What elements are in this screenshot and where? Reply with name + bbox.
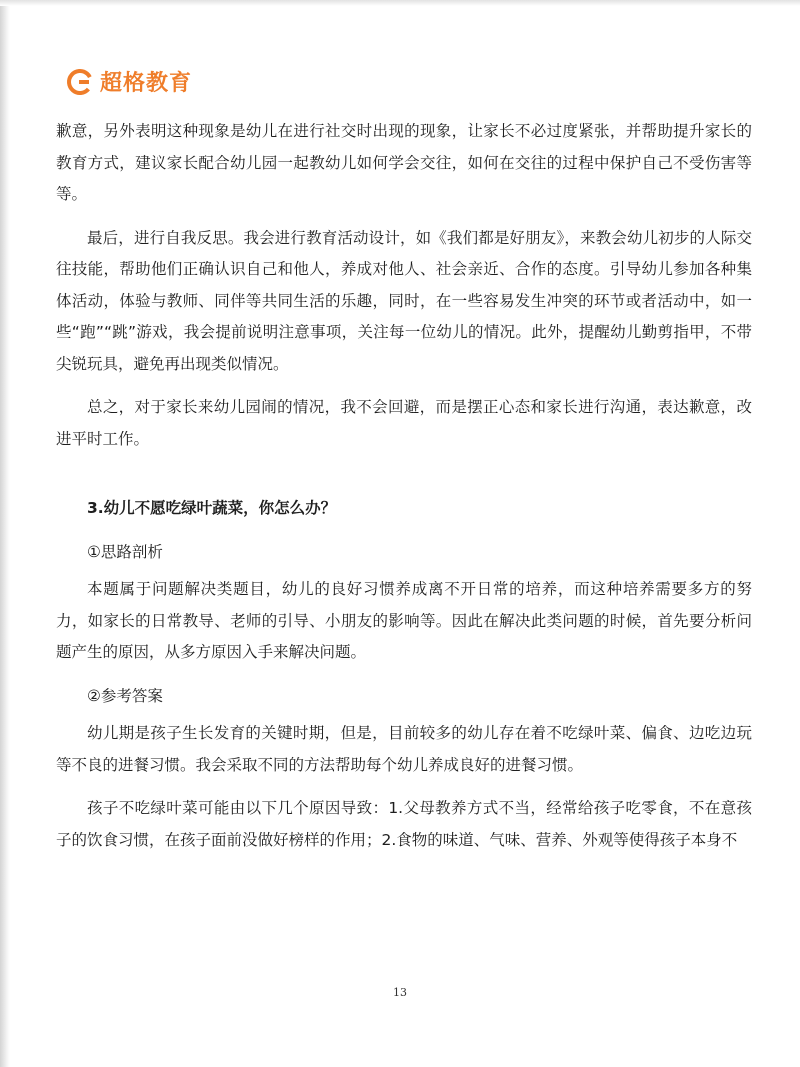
paragraph-reflection: 最后，进行自我反思。我会进行教育活动设计，如《我们都是好朋友》，来教会幼儿初步的人际交往技能，帮助他们正确认识自己和他人，养成对他人、社会亲近、合作的态度。引导幼儿参加各种集体活动，体验与教师、同伴等共同生活的乐趣，同时，在一些容易发生冲突的环节或者活动中，如一些“跑”“跳”游戏，我会提前说明注意事项，关注每一位幼儿的情况。此外，提醒幼儿勤剪指甲，不带尖锐玩具，避免再出现类似情况。 [56, 228, 752, 373]
subheading-answer: ②参考答案 [87, 686, 163, 705]
document-body [56, 116, 752, 868]
page-top-shadow [0, 0, 800, 6]
paragraph-answer-intro: 幼儿期是孩子生长发育的关键时期，但是，目前较多的幼儿存在着不吃绿叶菜、偏食、边吃边玩等不良的进餐习惯。我会采取不同的方法帮助每个幼儿养成良好的进餐习惯。 [56, 724, 752, 774]
brand-logo [66, 66, 192, 97]
page-number: 13 [393, 986, 407, 999]
logo-icon [66, 68, 94, 96]
page-edge-shadow [0, 0, 10, 1067]
paragraph-analysis: 本题属于问题解决类题目，幼儿的良好习惯养成离不开日常的培养，而这种培养需要多方的努力，如家长的日常教导、老师的引导、小朋友的影响等。因此在解决此类问题的时候，首先要分析问题产生的原因，从多方原因入手来解决问题。 [56, 580, 752, 661]
paragraph-answer-reasons: 孩子不吃绿叶菜可能由以下几个原因导致：1.父母教养方式不当，经常给孩子吃零食，不在意孩子的饮食习惯，在孩子面前没做好榜样的作用；2.食物的味道、气味、营养、外观等使得孩子本身不 [56, 799, 752, 849]
paragraph-conclusion: 总之，对于家长来幼儿园闹的情况，我不会回避，而是摆正心态和家长进行沟通，表达歉意，改进平时工作。 [56, 398, 752, 448]
logo-text: 超格教育 [100, 71, 193, 96]
subheading-analysis: ①思路剖析 [87, 542, 163, 561]
question-heading: 3.幼儿不愿吃绿叶蔬菜，你怎么办？ [87, 499, 337, 517]
paragraph-apology: 歉意，另外表明这种现象是幼儿在进行社交时出现的现象，让家长不必过度紧张，并帮助提升家长的教育方式，建议家长配合幼儿园一起教幼儿如何学会交往，如何在交往的过程中保护自己不受伤害等等。 [56, 122, 752, 203]
